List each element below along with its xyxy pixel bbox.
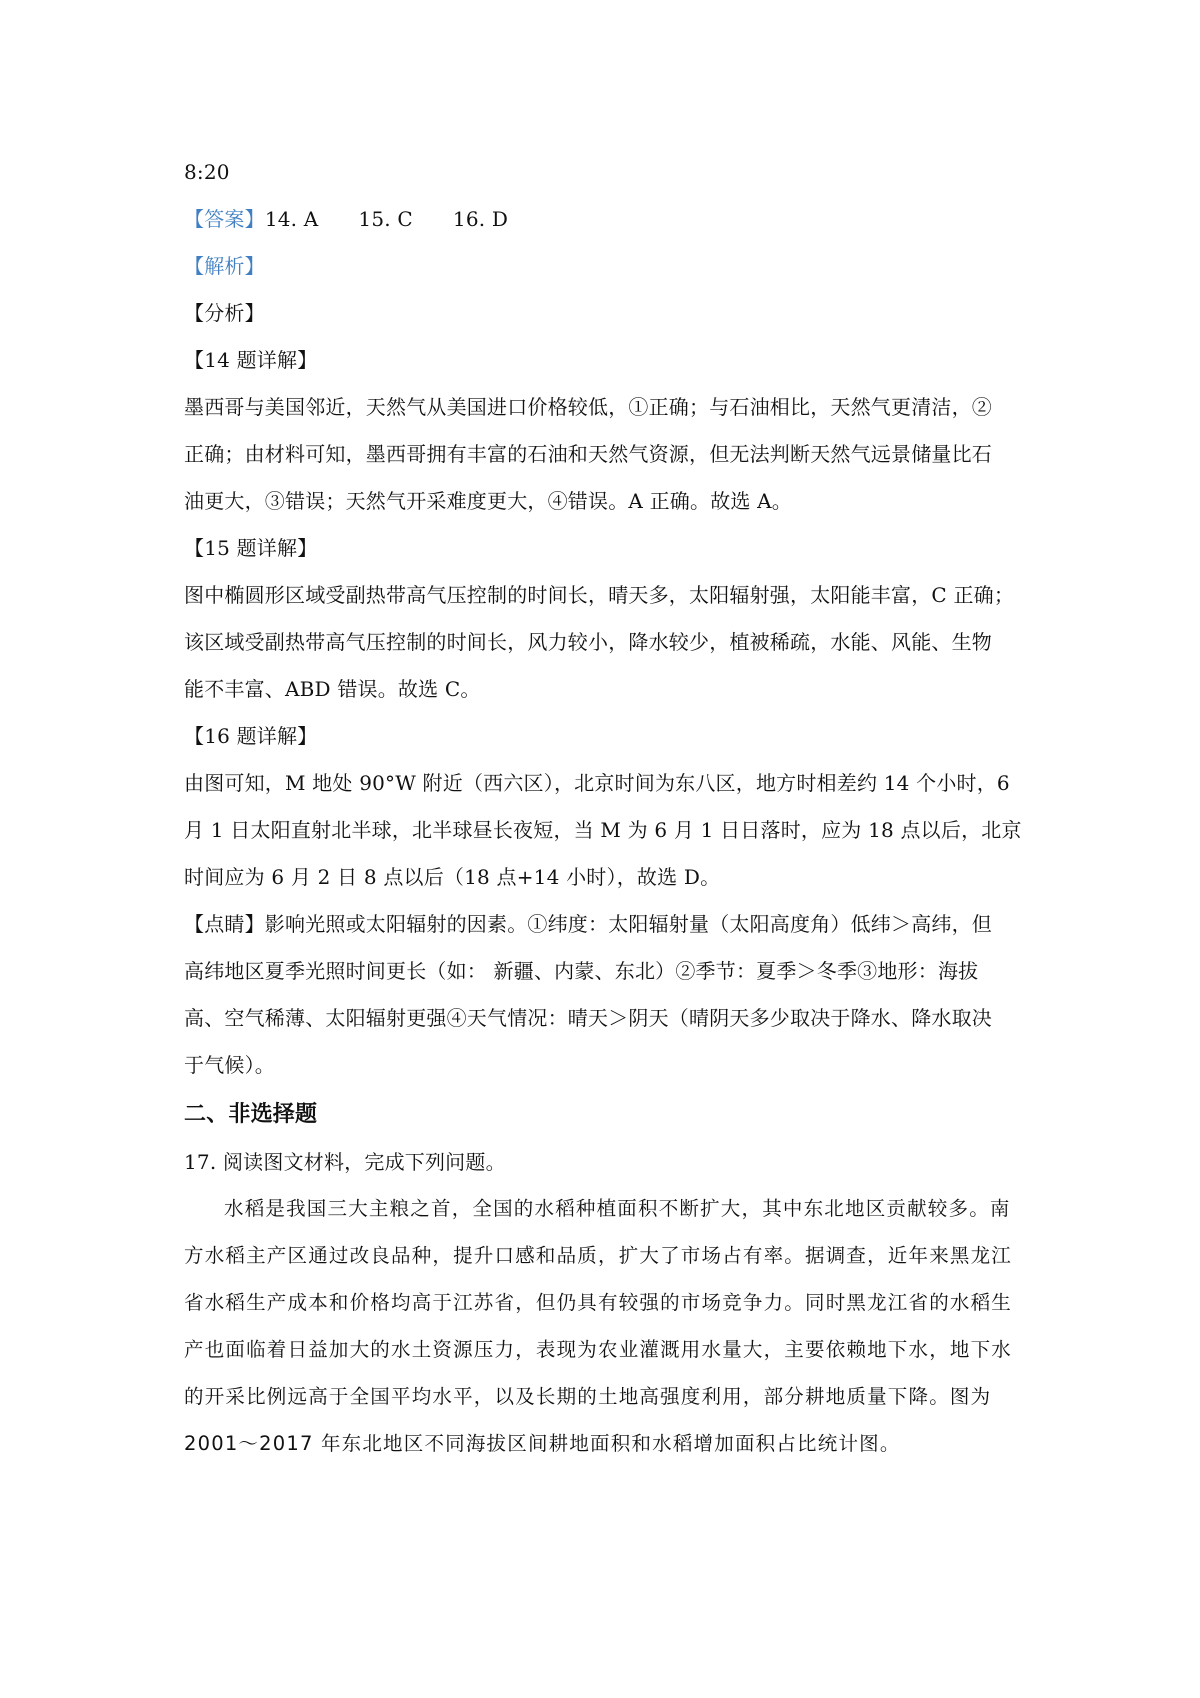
q14-line-3: 油更大，③错误；天然气开采难度更大，④错误。A 正确。故选 A。: [184, 489, 793, 513]
passage-line-1: 水稻是我国三大主粮之首，全国的水稻种植面积不断扩大，其中东北地区贡献较多。南: [224, 1197, 1011, 1220]
q16-line-3: 时间应为 6 月 2 日 8 点以后（18 点+14 小时），故选 D。: [184, 865, 721, 889]
dianjing-line-1: 【点睛】影响光照或太阳辐射的因素。①纬度：太阳辐射量（太阳高度角）低纬＞高纬，但: [184, 912, 992, 936]
q16-line-2: 月 1 日太阳直射北半球，北半球昼长夜短，当 M 为 6 月 1 日日落时，应为 18 点以后，北京: [184, 818, 1022, 842]
dianjing-line-4: 于气候）。: [184, 1053, 275, 1077]
passage-line-3: 省水稻生产成本和价格均高于江苏省，但仍具有较强的市场竞争力。同时黑龙江省的水稻生: [184, 1291, 1013, 1314]
q17-prompt: 17. 阅读图文材料，完成下列问题。: [184, 1150, 506, 1174]
answer-label: 【答案】: [184, 207, 265, 231]
dianjing-line-2: 高纬地区夏季光照时间更长（如： 新疆、内蒙、东北）②季节：夏季＞冬季③地形：海拔: [184, 959, 979, 983]
q15-line-3: 能不丰富、ABD 错误。故选 C。: [184, 677, 481, 701]
passage-line-2: 方水稻主产区通过改良品种，提升口感和品质，扩大了市场占有率。据调查，近年来黑龙江: [184, 1244, 1013, 1267]
q14-line-1: 墨西哥与美国邻近，天然气从美国进口价格较低，①正确；与石油相比，天然气更清洁，②: [184, 395, 992, 419]
passage-line-6: 2001～2017 年东北地区不同海拔区间耕地面积和水稻增加面积占比统计图。: [184, 1432, 901, 1455]
passage-line-5: 的开采比例远高于全国平均水平，以及长期的土地高强度利用，部分耕地质量下降。图为: [184, 1385, 992, 1408]
q14-line-2: 正确；由材料可知，墨西哥拥有丰富的石油和天然气资源，但无法判断天然气远景储量比石: [184, 442, 992, 466]
q16-line-1: 由图可知，M 地处 90°W 附近（西六区），北京时间为东八区，地方时相差约 14 个小时，6: [184, 771, 1010, 795]
q14-title: 【14 题详解】: [184, 348, 318, 372]
q16-title: 【16 题详解】: [184, 724, 318, 748]
answer-15: 15. C: [358, 207, 413, 231]
q15-line-2: 该区域受副热带高气压控制的时间长，风力较小，降水较少，植被稀疏，水能、风能、生物: [184, 630, 992, 654]
section-heading: 二、非选择题: [184, 1102, 318, 1127]
time-text: 8:20: [184, 160, 230, 184]
q15-line-1: 图中椭圆形区域受副热带高气压控制的时间长，晴天多，太阳辐射强，太阳能丰富，C 正确；: [184, 583, 1015, 607]
answer-14: 14. A: [264, 207, 319, 231]
q15-title: 【15 题详解】: [184, 536, 318, 560]
dianjing-line-3: 高、空气稀薄、太阳辐射更强④天气情况：晴天＞阴天（晴阴天多少取决于降水、降水取决: [184, 1006, 992, 1030]
answer-line: [184, 205, 1026, 233]
jiexi-label: 【解析】: [184, 254, 265, 278]
answer-16: 16. D: [452, 207, 509, 231]
fenxi-label: 【分析】: [184, 301, 265, 325]
passage-line-4: 产也面临着日益加大的水土资源压力，表现为农业灌溉用水量大，主要依赖地下水，地下水: [184, 1338, 1013, 1361]
